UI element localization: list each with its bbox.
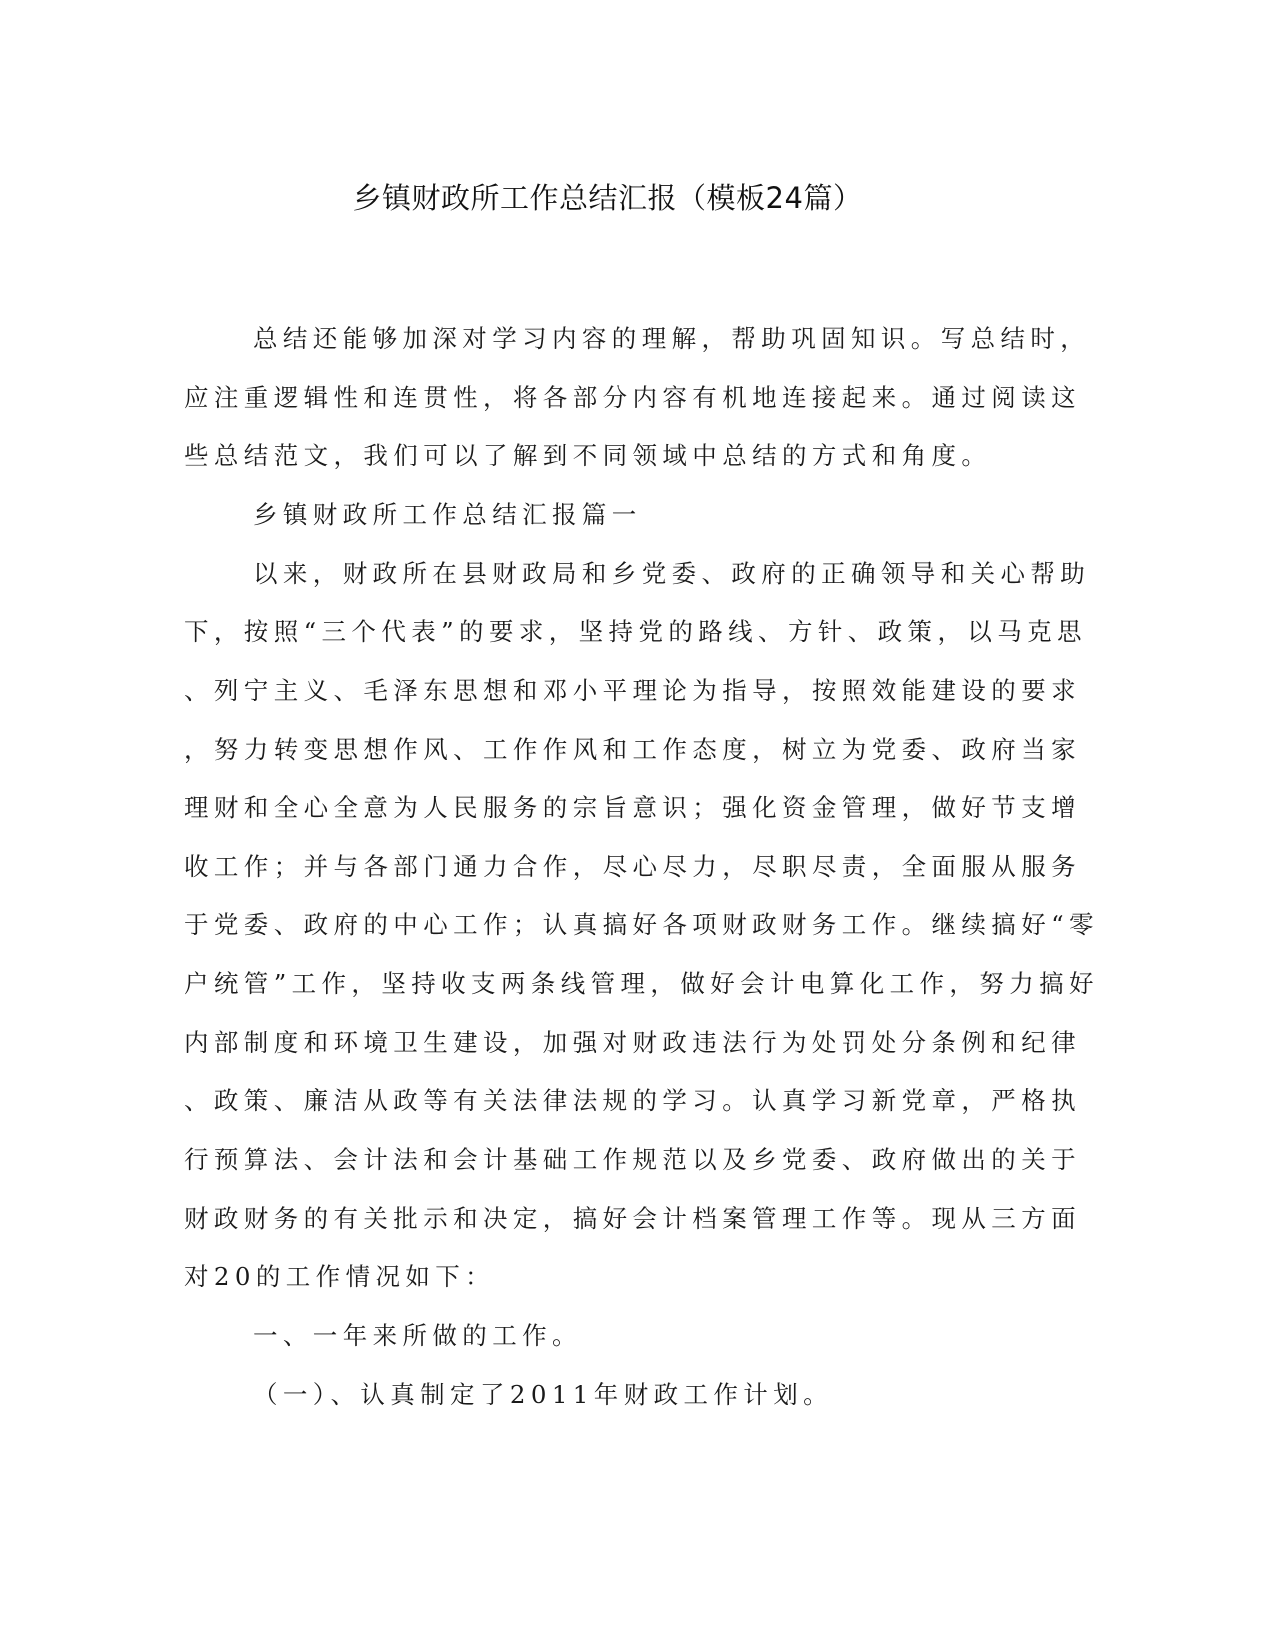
body-line-13: 对20的工作情况如下： bbox=[184, 1262, 496, 1291]
body-line-10: 、政策、廉洁从政等有关法律法规的学习。认真学习新党章，严格执 bbox=[184, 1086, 1081, 1115]
intro-line-2: 应注重逻辑性和连贯性，将各部分内容有机地连接起来。通过阅读这 bbox=[184, 383, 1081, 412]
body-line-11: 行预算法、会计法和会计基础工作规范以及乡党委、政府做出的关于 bbox=[184, 1145, 1081, 1174]
body-line-12: 财政财务的有关批示和决定，搞好会计档案管理工作等。现从三方面 bbox=[184, 1204, 1081, 1233]
intro-line-3: 些总结范文，我们可以了解到不同领域中总结的方式和角度。 bbox=[184, 441, 992, 470]
body-line-3: 、列宁主义、毛泽东思想和邓小平理论为指导，按照效能建设的要求 bbox=[184, 676, 1081, 705]
body-line-1: 以来，财政所在县财政局和乡党委、政府的正确领导和关心帮助 bbox=[253, 559, 1091, 588]
body-line-5: 理财和全心全意为人民服务的宗旨意识；强化资金管理，做好节支增 bbox=[184, 793, 1081, 822]
document-title: 乡镇财政所工作总结汇报（模板24篇） bbox=[352, 181, 863, 215]
body-line-6: 收工作；并与各部门通力合作，尽心尽力，尽职尽责，全面服从服务 bbox=[184, 852, 1081, 881]
body-line-4: ，努力转变思想作风、工作作风和工作态度，树立为党委、政府当家 bbox=[184, 735, 1081, 764]
subsection-heading-1: （一）、认真制定了2011年财政工作计划。 bbox=[253, 1380, 833, 1409]
body-line-7: 于党委、政府的中心工作；认真搞好各项财政财务工作。继续搞好“零 bbox=[184, 910, 1099, 939]
section-heading-1: 乡镇财政所工作总结汇报篇一 bbox=[253, 500, 642, 529]
intro-line-1: 总结还能够加深对学习内容的理解，帮助巩固知识。写总结时， bbox=[253, 324, 1091, 353]
body-line-8: 户统管”工作，坚持收支两条线管理，做好会计电算化工作，努力搞好 bbox=[184, 969, 1099, 998]
body-line-9: 内部制度和环境卫生建设，加强对财政违法行为处罚处分条例和纪律 bbox=[184, 1028, 1081, 1057]
body-line-2: 下，按照“三个代表”的要求，坚持党的路线、方针、政策，以马克思 bbox=[184, 617, 1087, 646]
section-heading-2: 一、一年来所做的工作。 bbox=[253, 1321, 582, 1350]
